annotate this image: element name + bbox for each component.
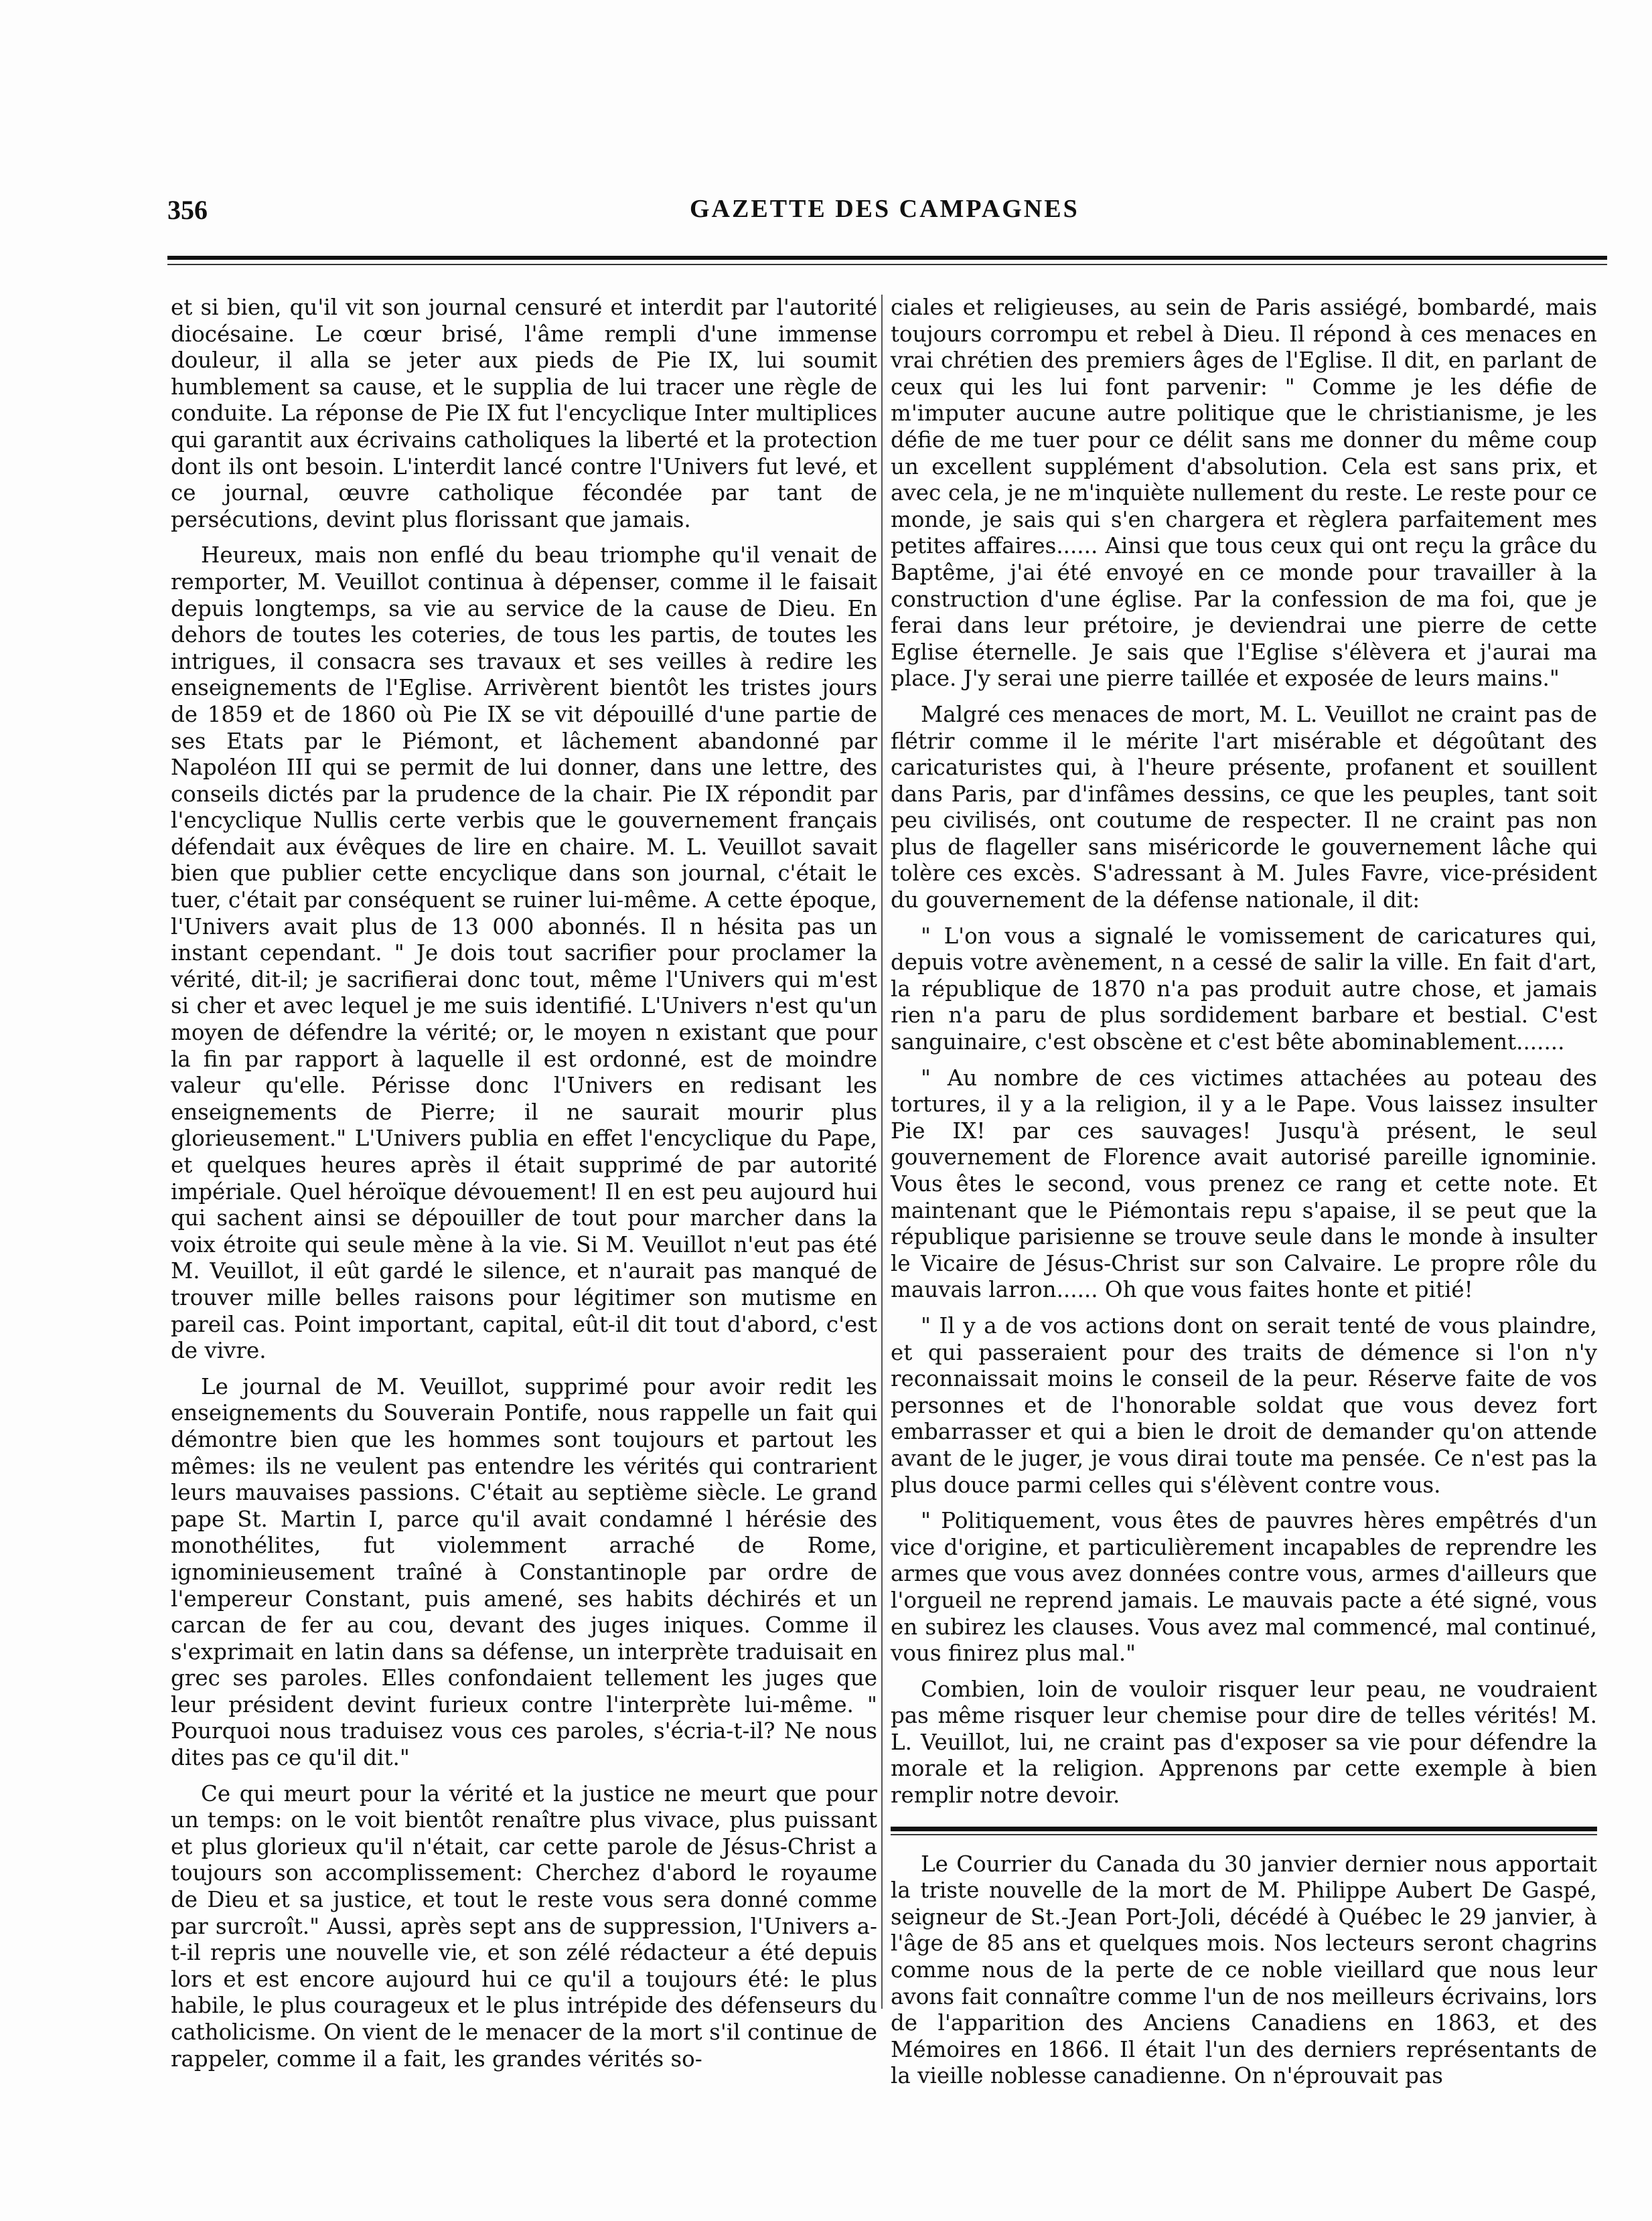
article-paragraph: Heureux, mais non enflé du beau triomphe qu'il venait de remporter, M. Veuillot continua à dépenser, comme il le faisait depuis longtemps, sa vie au service de la cause de Dieu. En dehors de toutes les coteries, de tous les partis, de toutes les intrigues, il consacra ses travaux et ses veilles à redire les enseignements de l'Eglise. Arrivèrent bientôt les tristes jours de 1859 et de 1860 où Pie IX se vit dépouillé d'une partie de ses Etats par le Piémont, et lâchement abandonné par Napoléon III qui se permit de lui donner, dans une lettre, des conseils dictés par la prudence de la chair. Pie IX répondit par l'encyclique Nullis certe verbis que le gouvernement français défendait aux évêques de lire en chaire. M. L. Veuillot savait bien que publier cette encyclique dans son journal, c'était le tuer, c'était par conséquent se ruiner lui-même. A cette époque, l'Univers avait plus de 13 000 abonnés. Il n hésita pas un instant cependant. " Je dois tout sacrifier pour proclamer la vérité, dit-il; je sacrifierai donc tout, même l'Univers qui m'est si cher et avec lequel je me suis identifié. L'Univers n'est qu'un moyen de défendre la vérité; or, le moyen n existant que pour la fin par rapport à laquelle il est ordonné, est de moindre valeur qu'elle. Périsse donc l'Univers en redisant les enseignements de Pierre; il ne saurait mourir plus glorieusement." L'Univers publia en effet l'encyclique du Pape, et quelques heures après il était supprimé de par autorité impériale. Quel héroïque dévouement! Il en est peu aujourd hui qui sachent ainsi se dépouiller de tout pour marcher dans la voix étroite qui seule mène à la vie. Si M. Veuillot n'eut pas été M. Veuillot, il eût gardé le silence, et n'aurait pas manqué de trouver mille belles raisons pour légitimer son mutisme en pareil cas. Point important, capital, eût-il dit tout d'abord, c'est de vivre. <box>171 542 877 1364</box>
page-header <box>167 194 1607 234</box>
article-paragraph: Ce qui meurt pour la vérité et la justice ne meurt que pour un temps: on le voit bientôt renaître plus vivace, plus puissant et plus glorieux qu'il n'était, car cette parole de Jésus-Christ a toujours son accomplissement: Cherchez d'abord le royaume de Dieu et sa justice, et tout le reste vous sera donné comme par surcroît." Aussi, après sept ans de suppression, l'Univers a-t-il repris une nouvelle vie, et son zélé rédacteur a été depuis lors et est encore aujourd hui ce qu'il a toujours été: le plus habile, le plus courageux et le plus intrépide des défenseurs du catholicisme. On vient de le menacer de la mort s'il continue de rappeler, comme il a fait, les grandes vérités so- <box>171 1780 877 2072</box>
article-paragraph: Le journal de M. Veuillot, supprimé pour avoir redit les enseignements du Souverain Pontife, nous rappelle un fait qui démontre bien que les hommes sont toujours et partout les mêmes: ils ne veulent pas entendre les vérités qui contrarient leurs mauvaises passions. C'était au septième siècle. Le grand pape St. Martin I, parce qu'il avait condamné l hérésie des monothélites, fut violemment arraché de Rome, ignominieusement traîné à Constantinople par ordre de l'empereur Constant, puis amené, ses habits déchirés et un carcan de fer au cou, devant des juges iniques. Comme il s'exprimait en latin dans sa défense, un interprète traduisait en grec ses paroles. Elles confondaient tellement les juges que leur président devint furieux contre l'interprète lui-même. " Pourquoi nous traduisez vous ces paroles, s'écria-t-il? Ne nous dites pas ce qu'il dit." <box>171 1373 877 1771</box>
header-rule-thin <box>167 264 1607 265</box>
left-column <box>171 295 877 2082</box>
article-paragraph: Malgré ces menaces de mort, M. L. Veuillot ne craint pas de flétrir comme il le mérite l'art misérable et dégoûtant des caricaturistes qui, à l'heure présente, profanent et souillent dans Paris, par d'infâmes dessins, ce que les peuples, tant soit peu civilisés, ont coutume de respecter. Il ne craint pas non plus de flageller sans miséricorde le gouvernement lâche qui tolère ces excès. S'adressant à M. Jules Favre, vice-président du gouvernement de la défense nationale, il dit: <box>891 701 1597 913</box>
quote-paragraph: " Au nombre de ces victimes attachées au poteau des tortures, il y a la religion, il y a le Pape. Vous laissez insulter Pie IX! par ces sauvages! Jusqu'à présent, le seul gouvernement de Florence avait autorisé pareille ignominie. Vous êtes le second, vous prenez ce rang et cette note. Et maintenant que le Piémontais repu s'apaise, il se peut que la république parisienne se trouve seule dans le monde à insulter le Vicaire de Jésus-Christ sur son Calvaire. Le propre rôle du mauvais larron...... Oh que vous faites honte et pitié! <box>891 1065 1597 1303</box>
header-rule <box>167 256 1607 260</box>
article-paragraph: Le Courrier du Canada du 30 janvier dernier nous apportait la triste nouvelle de la mort de M. Philippe Aubert De Gaspé, seigneur de St.-Jean Port-Joli, décédé à Québec le 29 janvier, à l'âge de 85 ans et quelques mois. Nos lecteurs seront chagrins comme nous de la perte de ce noble vieillard que nous leur avons fait connaître comme l'un de nos meilleurs écrivains, lors de l'apparition des Anciens Canadiens en 1863, et des Mémoires en 1866. Il était l'un des derniers représentants de la vieille noblesse canadienne. On n'éprouvait pas <box>891 1851 1597 2089</box>
quote-paragraph: " L'on vous a signalé le vomissement de caricatures qui, depuis votre avènement, n a cessé de salir la ville. En fait d'art, la république de 1870 n'a pas produit autre chose, et jamais rien n'a paru de plus sordidement barbare et bestial. C'est sanguinaire, c'est obscène et c'est bête abominablement....... <box>891 923 1597 1055</box>
section-divider <box>891 1827 1597 1831</box>
quote-paragraph: " Politiquement, vous êtes de pauvres hères empêtrés d'un vice d'origine, et particulièrement incapables de reprendre les armes que vous avez données contre vous, armes d'ailleurs que l'orgueil ne reprend jamais. Le mauvais pacte a été signé, vous en subirez les clauses. Vous avez mal commencé, mal continué, vous finirez plus mal." <box>891 1508 1597 1667</box>
article-paragraph: Combien, loin de vouloir risquer leur peau, ne voudraient pas même risquer leur chemise pour dire de telles vérités! M. L. Veuillot, lui, ne craint pas d'exposer sa vie pour défendre la morale et la religion. Apprenons par cette exemple à bien remplir notre devoir. <box>891 1676 1597 1809</box>
page-number: 356 <box>167 195 208 225</box>
article-paragraph: et si bien, qu'il vit son journal censuré et interdit par l'autorité diocésaine. Le cœur brisé, l'âme rempli d'une immense douleur, il alla se jeter aux pieds de Pie IX, lui soumit humblement sa cause, et le supplia de lui tracer une règle de conduite. La réponse de Pie IX fut l'encyclique Inter multiplices qui garantit aux écrivains catholiques la liberté et la protection dont ils ont besoin. L'interdit lancé contre l'Univers fut levé, et ce journal, œuvre catholique fécondée par tant de persécutions, devint plus florissant que jamais. <box>171 295 877 532</box>
section-divider-thin <box>891 1834 1597 1835</box>
right-column <box>891 295 1597 2099</box>
article-paragraph: ciales et religieuses, au sein de Paris assiégé, bombardé, mais toujours corrompu et rebel à Dieu. Il répond à ces menaces en vrai chrétien des premiers âges de l'Eglise. Il dit, en parlant de ceux qui les lui font parvenir: " Comme je les défie de m'imputer aucune autre politique que le christianisme, je les défie de me tuer pour ce délit sans me donner du même coup un excellent supplément d'absolution. Cela est sans prix, et avec cela, je ne m'inquiète nullement du reste. Le reste pour ce monde, je sais qui s'en chargera et règlera parfaitement mes petites affaires...... Ainsi que tous ceux qui ont reçu la grâce du Baptême, j'ai été envoyé en ce monde pour travailler à la construction d'une église. Par la confession de ma foi, que je ferai dans leur prétoire, je deviendrai une pierre de cette Eglise éternelle. Je sais que l'Eglise s'élèvera et j'aurai ma place. J'y serai une pierre taillée et exposée de leurs mains." <box>891 295 1597 692</box>
column-divider <box>881 295 883 2009</box>
quote-paragraph: " Il y a de vos actions dont on serait tenté de vous plaindre, et qui passeraient pour des traits de démence si l'on n'y reconnaissait moins le conseil de la peur. Réserve faite de vos personnes et de l'honorable soldat que vous devez fort embarrasser et qui a bien le droit de demander qu'on attende avant de le juger, je vous dirai toute ma pensée. Ce n'est pas la plus douce parmi celles qui s'élèvent contre vous. <box>891 1312 1597 1498</box>
running-title: GAZETTE DES CAMPAGNES <box>690 195 1079 223</box>
